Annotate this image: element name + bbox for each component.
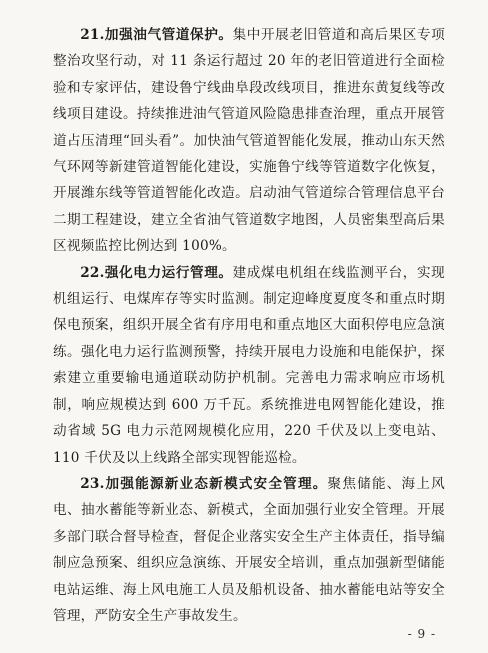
paragraph-22-heading: 22.强化电力运行管理。	[80, 264, 233, 281]
paragraph-21-text: 集中开展老旧管道和高后果区专项整治攻坚行动，对 11 条运行超过 20 年的老旧管道进行全面检验和专家评估，建设鲁宁线曲阜段改线项目，推进东黄复线等改线项目建设。持续推进油气管道风险隐患排查治理，重点开展管道占压清理“回头看”。加快油气管道智能化发展，推动山东天然气环网等新建管道智能化建设，实施鲁宁线等管道数字化恢复，开展潍东线等管道智能化改造。启动油气管道综合管理信息平台二期工程建设，建立全省油气管道数字地图，人员密集型高后果区视频监控比例达到 100%。	[53, 27, 446, 255]
paragraph-23-text: 聚焦储能、海上风电、抽水蓄能等新业态、新模式，全面加强行业安全管理。开展多部门联合督导检查，督促企业落实安全生产主体责任，指导编制应急预案、组织应急演练、开展安全培训，重点加强新型储能电站运维、海上风电施工人员及船机设备、抽水蓄能电站等安全管理，严防安全生产事故发生。	[53, 475, 445, 624]
document-body	[53, 22, 445, 629]
paragraph-21-heading: 21.加强油气管道保护。	[80, 27, 233, 43]
paragraph-22	[53, 260, 445, 471]
paragraph-23	[53, 471, 445, 629]
page-number: - 9 -	[407, 627, 436, 641]
paragraph-23-heading: 23.加强能源新业态新模式安全管理。	[80, 475, 328, 492]
paragraph-21	[53, 22, 445, 260]
paragraph-22-text: 建成煤电机组在线监测平台，实现机组运行、电煤库存等实时监测。制定迎峰度夏度冬和重点时期保电预案，组织开展全省有序用电和重点地区大面积停电应急演练。强化电力运行监测预警，持续开展电力设施和电能保护，探索建立重要输电通道联动防护机制。完善电力需求响应市场机制，响应规模达到 600 万千瓦。系统推进电网智能化建设，推动省域 5G 电力示范网规模化应用，220 千伏及以上变电站、110 千伏及以上线路全部实现智能巡检。	[53, 264, 446, 466]
